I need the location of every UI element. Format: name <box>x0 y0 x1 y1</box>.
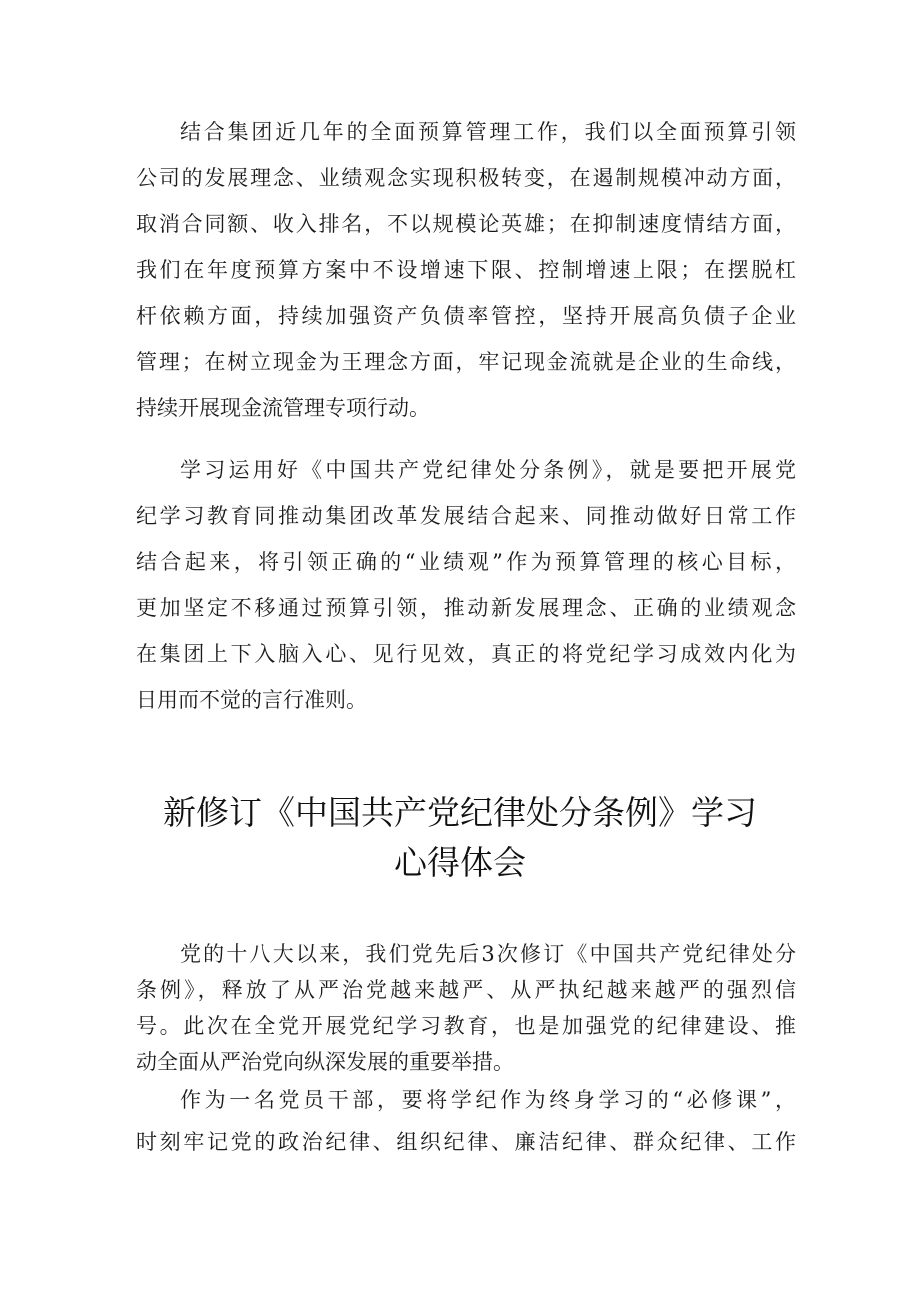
paragraph-line: 公司的发展理念、业绩观念实现积极转变，在遏制规模冲动方面， <box>136 166 796 190</box>
paragraph-line: 动全面从严治党向纵深发展的重要举措。 <box>136 1050 514 1074</box>
paragraph-line: 管理；在树立现金为王理念方面，牢记现金流就是企业的生命线， <box>136 350 796 374</box>
section-title-line-2: 心得体会 <box>394 843 526 882</box>
paragraph-line: 杆依赖方面，持续加强资产负债率管控，坚持开展高负债子企业 <box>136 304 796 328</box>
paragraph-line: 纪学习教育同推动集团改革发展结合起来、同推动做好日常工作 <box>136 504 796 528</box>
paragraph-line: 作为一名党员干部，要将学纪作为终身学习的“必修课”， <box>180 1088 796 1112</box>
paragraph-line: 结合集团近几年的全面预算管理工作，我们以全面预算引领 <box>180 120 796 144</box>
paragraph-line: 更加坚定不移通过预算引领，推动新发展理念、正确的业绩观念 <box>136 596 796 620</box>
paragraph-line: 日用而不觉的言行准则。 <box>136 688 367 712</box>
paragraph-line: 号。此次在全党开展党纪学习教育，也是加强党的纪律建设、推 <box>136 1014 796 1038</box>
paragraph-line: 结合起来，将引领正确的“业绩观”作为预算管理的核心目标， <box>136 550 796 574</box>
paragraph-line: 取消合同额、收入排名，不以规模论英雄；在抑制速度情结方面， <box>136 212 796 236</box>
section-title-line-1: 新修订《中国共产党纪律处分条例》学习 <box>163 793 757 832</box>
paragraph-line: 在集团上下入脑入心、见行见效，真正的将党纪学习成效内化为 <box>136 642 796 666</box>
paragraph-line: 条例》，释放了从严治党越来越严、从严执纪越来越严的强烈信 <box>136 978 796 1002</box>
paragraph-line: 时刻牢记党的政治纪律、组织纪律、廉洁纪律、群众纪律、工作 <box>136 1130 796 1154</box>
paragraph-line: 我们在年度预算方案中不设增速下限、控制增速上限；在摆脱杠 <box>136 258 796 282</box>
paragraph-line: 学习运用好《中国共产党纪律处分条例》，就是要把开展党 <box>180 458 796 482</box>
paragraph-line: 持续开展现金流管理专项行动。 <box>136 396 430 420</box>
paragraph-line: 党的十八大以来，我们党先后3次修订《中国共产党纪律处分 <box>180 942 796 966</box>
